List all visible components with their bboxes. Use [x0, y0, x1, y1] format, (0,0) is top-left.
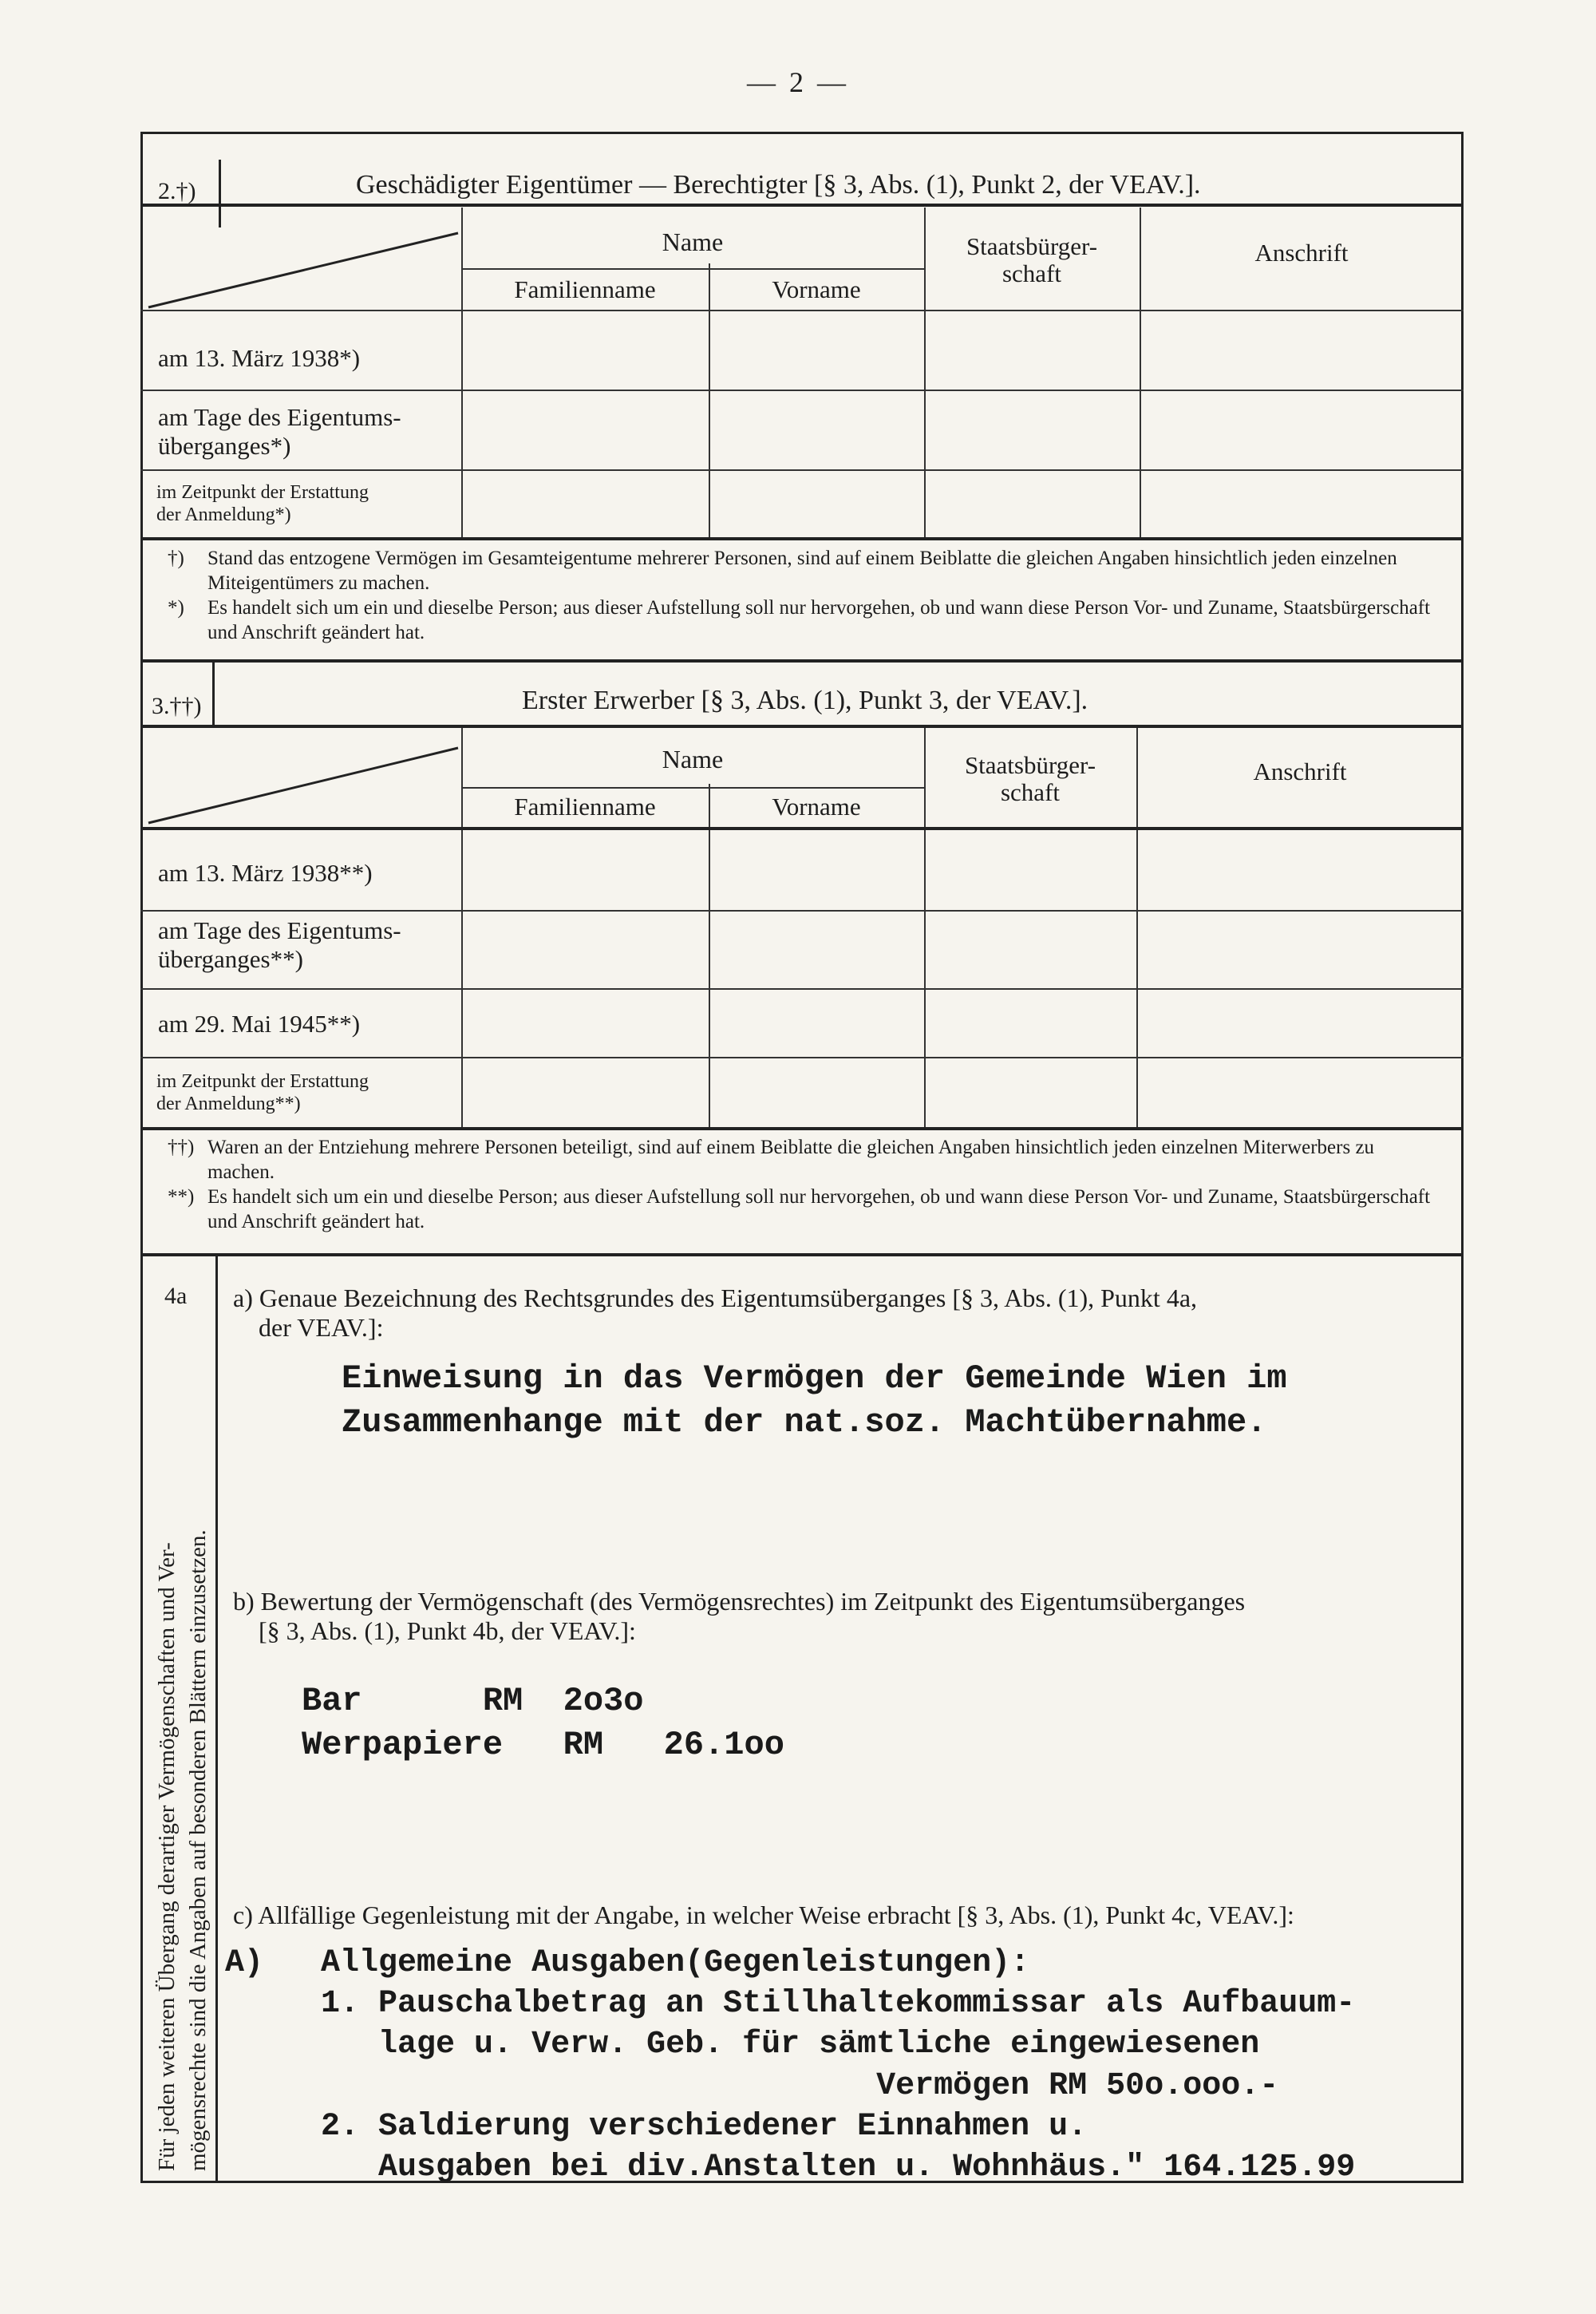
divider [212, 663, 215, 726]
section-2-title: Geschädigter Eigentümer — Berechtigter [§ 3, Abs. (1), Punkt 2, der VEAV.]. [356, 170, 1201, 200]
divider [140, 988, 1464, 990]
divider [140, 469, 1464, 471]
col-vorname: Vorname [772, 793, 861, 821]
footnote-mark: ††) [168, 1137, 195, 1158]
col-anschrift: Anschrift [1254, 239, 1349, 267]
sidebar-line: Für jeden weiteren Übergang derartiger Vermögenschaften und Ver- [154, 1542, 180, 2171]
divider [140, 1127, 1464, 1130]
footnote-mark: *) [168, 597, 184, 619]
section-3-footnotes [168, 1135, 1444, 1234]
row-label: am Tage des Eigentums- überganges**) [158, 916, 401, 973]
col-name: Name [662, 227, 724, 256]
field-b-label: b) Bewertung der Vermögenschaft (des Vermögensrechtes) im Zeitpunkt des Eigentumsüberganges [§ 3, Abs. (1), Punkt 4b, der VEAV.]: [233, 1587, 1246, 1645]
divider [461, 787, 924, 789]
divider [140, 1057, 1464, 1058]
field-c-label: c) Allfällige Gegenleistung mit der Angabe, in welcher Weise erbracht [§ 3, Abs. (1), Punkt 4c, VEAV.]: [233, 1901, 1294, 1929]
diagonal-rule [148, 746, 460, 826]
footnote-mark: **) [168, 1186, 195, 1208]
section-3-title: Erster Erwerber [§ 3, Abs. (1), Punkt 3, der VEAV.]. [522, 686, 1088, 715]
page-number: — 2 — [747, 66, 849, 98]
divider [140, 390, 1464, 391]
footnote-text: Es handelt sich um ein und dieselbe Person; aus dieser Aufstellung soll nur hervorgehen, ob und wann diese Person Vor- und Zuname, Staatsbürgerschaft und Anschrift geändert hat. [207, 597, 1431, 643]
col-name: Name [662, 745, 724, 773]
col-familienname: Familienname [514, 793, 656, 821]
diagonal-rule [148, 231, 460, 311]
row-label: am 13. März 1938*) [158, 344, 361, 372]
col-staatsbuergerschaft: Staatsbürger- schaft [964, 751, 1096, 807]
col-staatsbuergerschaft: Staatsbürger- schaft [966, 232, 1098, 288]
divider [140, 1253, 1464, 1256]
divider [140, 725, 1464, 728]
col-anschrift: Anschrift [1253, 757, 1347, 785]
section-4a-number: 4a [164, 1283, 188, 1309]
sidebar-line: mögensrechte sind die Angaben auf besonderen Blättern einzusetzen. [185, 1529, 211, 2171]
row-label: am 29. Mai 1945**) [158, 1010, 361, 1038]
divider [140, 659, 1464, 663]
divider [140, 827, 1464, 830]
divider [140, 537, 1464, 540]
divider [140, 910, 1464, 912]
row-label: im Zeitpunkt der Erstattung der Anmeldung**) [156, 1071, 369, 1114]
col-vorname: Vorname [772, 275, 861, 303]
row-label: am Tage des Eigentums- überganges*) [158, 403, 401, 460]
footnote-mark: †) [168, 548, 184, 569]
section-2-number: 2.†) [158, 178, 196, 204]
row-label: im Zeitpunkt der Erstattung der Anmeldung*) [156, 482, 369, 525]
footnote-text: Waren an der Entziehung mehrere Personen beteiligt, sind auf einem Beiblatte die gleichen Angaben hinsichtlich jeden einzelnen Miterwerbers zu machen. [207, 1137, 1375, 1183]
field-c-typed-value: A) Allgemeine Ausgaben(Gegenleistungen): 1. Pauschalbetrag an Stillhaltekommissar als Aufbauum- lage u. Verw. Geb. für sämtliche eingewiesenen Vermögen RM 50o.ooo.- 2. Saldierung verschiedener Einnahmen u. Ausgaben bei div.Anstalten u. Wohnhäus." 164.125.99 [225, 1945, 1356, 2185]
divider [219, 160, 221, 227]
field-b-typed-value: Bar RM 2o3o Werpapiere RM 26.1oo [302, 1682, 784, 1765]
divider [461, 268, 924, 270]
col-familienname: Familienname [514, 275, 656, 303]
section-2-footnotes [168, 546, 1444, 645]
field-a-typed-value: Einweisung in das Vermögen der Gemeinde Wien im Zusammenhange mit der nat.soz. Machtübernahme. [342, 1359, 1287, 1442]
sidebar-instruction [152, 1373, 231, 2171]
divider [709, 784, 710, 1127]
divider [709, 263, 710, 537]
row-label: am 13. März 1938**) [158, 859, 373, 887]
field-a-label: a) Genaue Bezeichnung des Rechtsgrundes des Eigentumsüberganges [§ 3, Abs. (1), Punkt 4a, der VEAV.]: [233, 1284, 1198, 1342]
footnote-text: Es handelt sich um ein und dieselbe Person; aus dieser Aufstellung soll nur hervorgehen, ob und wann diese Person Vor- und Zuname, Staatsbürgerschaft und Anschrift geändert hat. [207, 1186, 1431, 1232]
divider [1136, 728, 1138, 1127]
divider [140, 204, 1464, 207]
footnote-text: Stand das entzogene Vermögen im Gesamteigentume mehrerer Personen, sind auf einem Beiblatte die gleichen Angaben hinsichtlich jeden einzelnen Miteigentümers zu machen. [207, 548, 1397, 594]
section-3-number: 3.††) [152, 693, 202, 719]
